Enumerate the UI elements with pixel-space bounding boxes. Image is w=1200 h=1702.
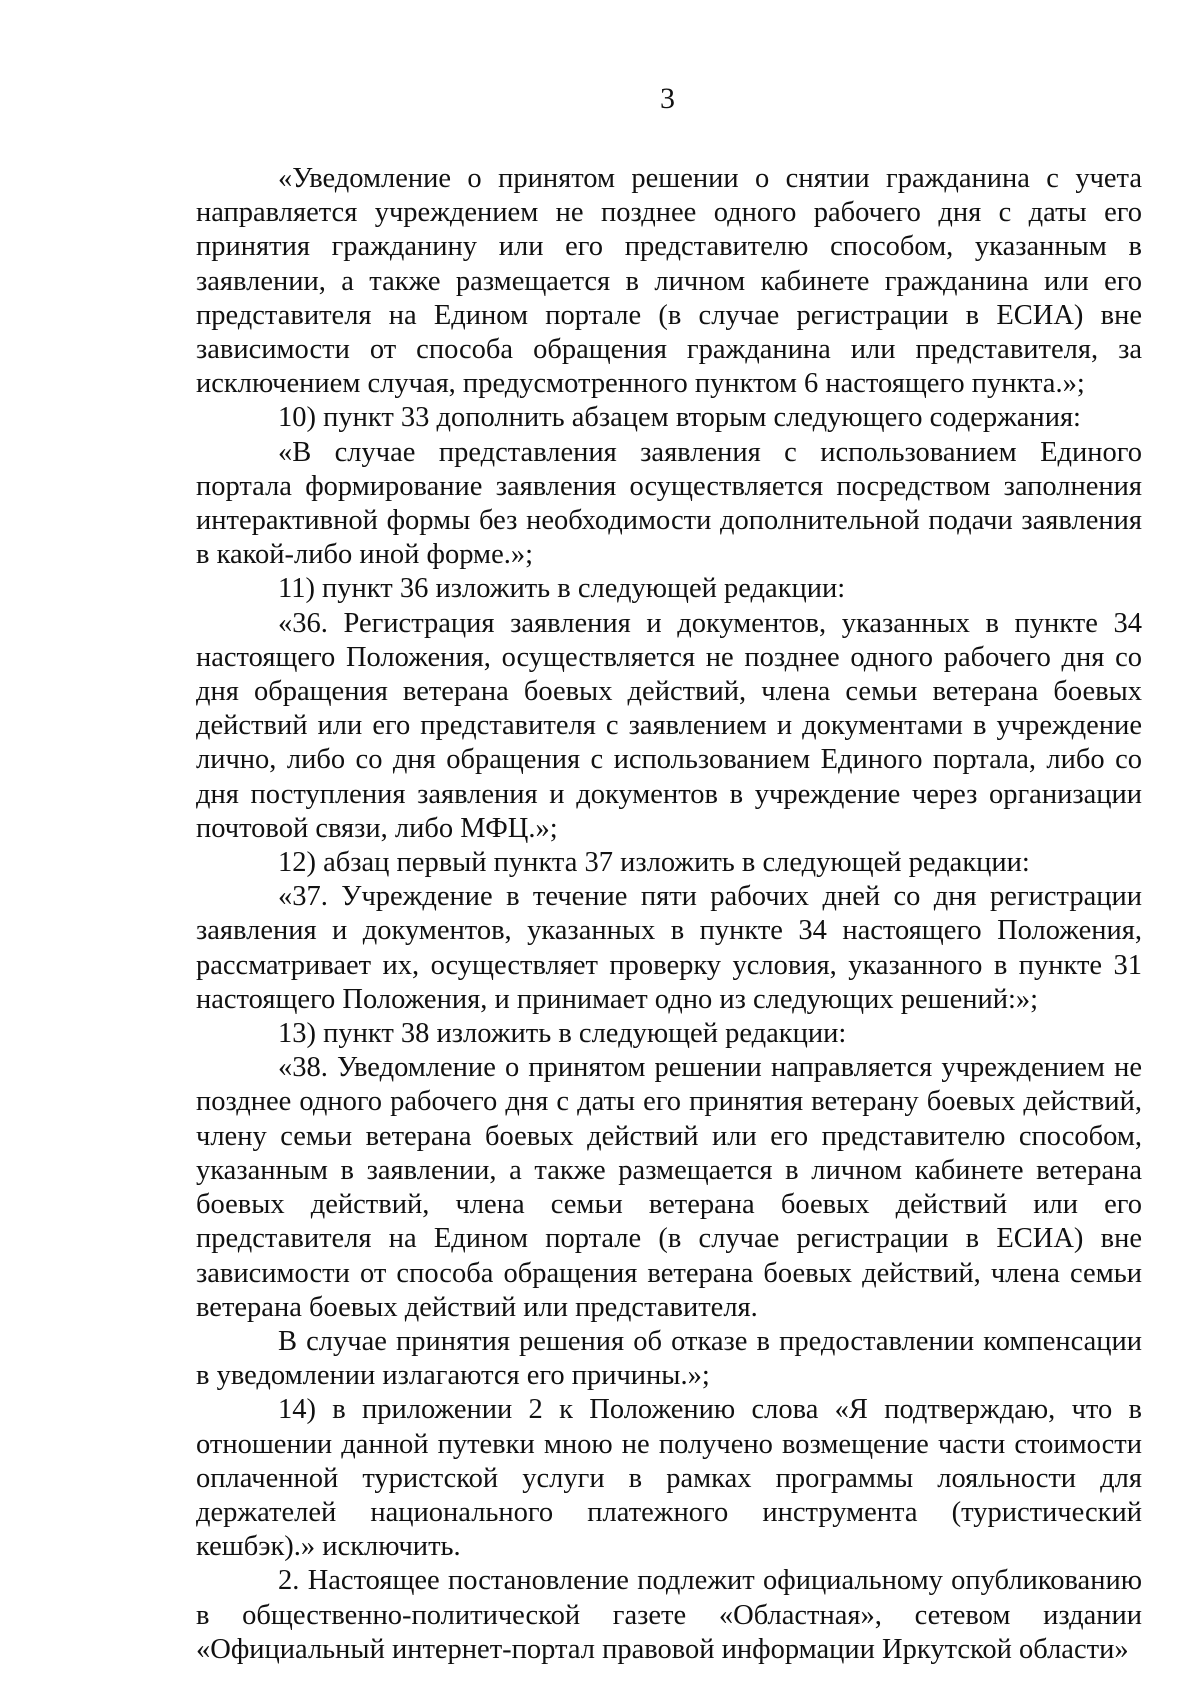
paragraph-item-14: 14) в приложении 2 к Положению слова «Я подтверждаю, что в отношении данной путевки мною не получено возмещение части стоимости оплаченной туристской услуги в рамках программы лояльности для держателей национального платежного инструмента (туристический кешбэк).» исключить.	[196, 1394, 1142, 1563]
paragraph-item-13: 13) пункт 38 изложить в следующей редакции:	[278, 1018, 847, 1050]
paragraph-item-11: 11) пункт 36 изложить в следующей редакции:	[278, 573, 846, 605]
paragraph-item-11-quote: «36. Регистрация заявления и документов, указанных в пункте 34 настоящего Положения, осуществляется не позднее одного рабочего дня со дня обращения ветерана боевых действий, члена семьи ветерана боевых действий или его представителя с заявлением и документами в учреждение лично, либо со дня обращения с использованием Единого портала, либо со дня поступления заявления и документов в учреждение через организации почтовой связи, либо МФЦ.»;	[196, 607, 1142, 844]
paragraph-item-10: 10) пункт 33 дополнить абзацем вторым следующего содержания:	[278, 402, 1081, 434]
paragraph-item-12-quote: «37. Учреждение в течение пяти рабочих дней со дня регистрации заявления и документов, указанных в пункте 34 настоящего Положения, рассматривает их, осуществляет проверку условия, указанного в пункте 31 настоящего Положения, и принимает одно из следующих решений:»;	[196, 881, 1142, 1015]
paragraph-refusal-reasons: В случае принятия решения об отказе в предоставлении компенсации в уведомлении излагаются его причины.»;	[196, 1325, 1142, 1392]
page-number: 3	[660, 82, 675, 115]
paragraph-section-2: 2. Настоящее постановление подлежит официальному опубликованию в общественно-политической газете «Областная», сетевом издании «Официальный интернет-портал правовой информации Иркутской области»	[196, 1565, 1142, 1665]
document-body	[196, 162, 1142, 1667]
paragraph-notice-removal: «Уведомление о принятом решении о снятии гражданина с учета направляется учреждением не позднее одного рабочего дня с даты его принятия гражданину или его представителю способом, указанным в заявлении, а также размещается в личном кабинете гражданина или его представителя на Едином портале (в случае регистрации в ЕСИА) вне зависимости от способа обращения гражданина или представителя, за исключением случая, предусмотренного пунктом 6 настоящего пункта.»;	[196, 163, 1142, 400]
paragraph-item-10-quote: «В случае представления заявления с использованием Единого портала формирование заявления осуществляется посредством заполнения интерактивной формы без необходимости дополнительной подачи заявления в какой-либо иной форме.»;	[196, 436, 1142, 571]
paragraph-item-13-quote: «38. Уведомление о принятом решении направляется учреждением не позднее одного рабочего дня с даты его принятия ветерану боевых действий, члену семьи ветерана боевых действий или его представителю способом, указанным в заявлении, а также размещается в личном кабинете ветерана боевых действий, члена семьи ветерана боевых действий или его представителя на Едином портале (в случае регистрации в ЕСИА) вне зависимости от способа обращения ветерана боевых действий, члена семьи ветерана боевых действий или представителя.	[196, 1052, 1142, 1323]
paragraph-item-12: 12) абзац первый пункта 37 изложить в следующей редакции:	[278, 847, 1030, 879]
